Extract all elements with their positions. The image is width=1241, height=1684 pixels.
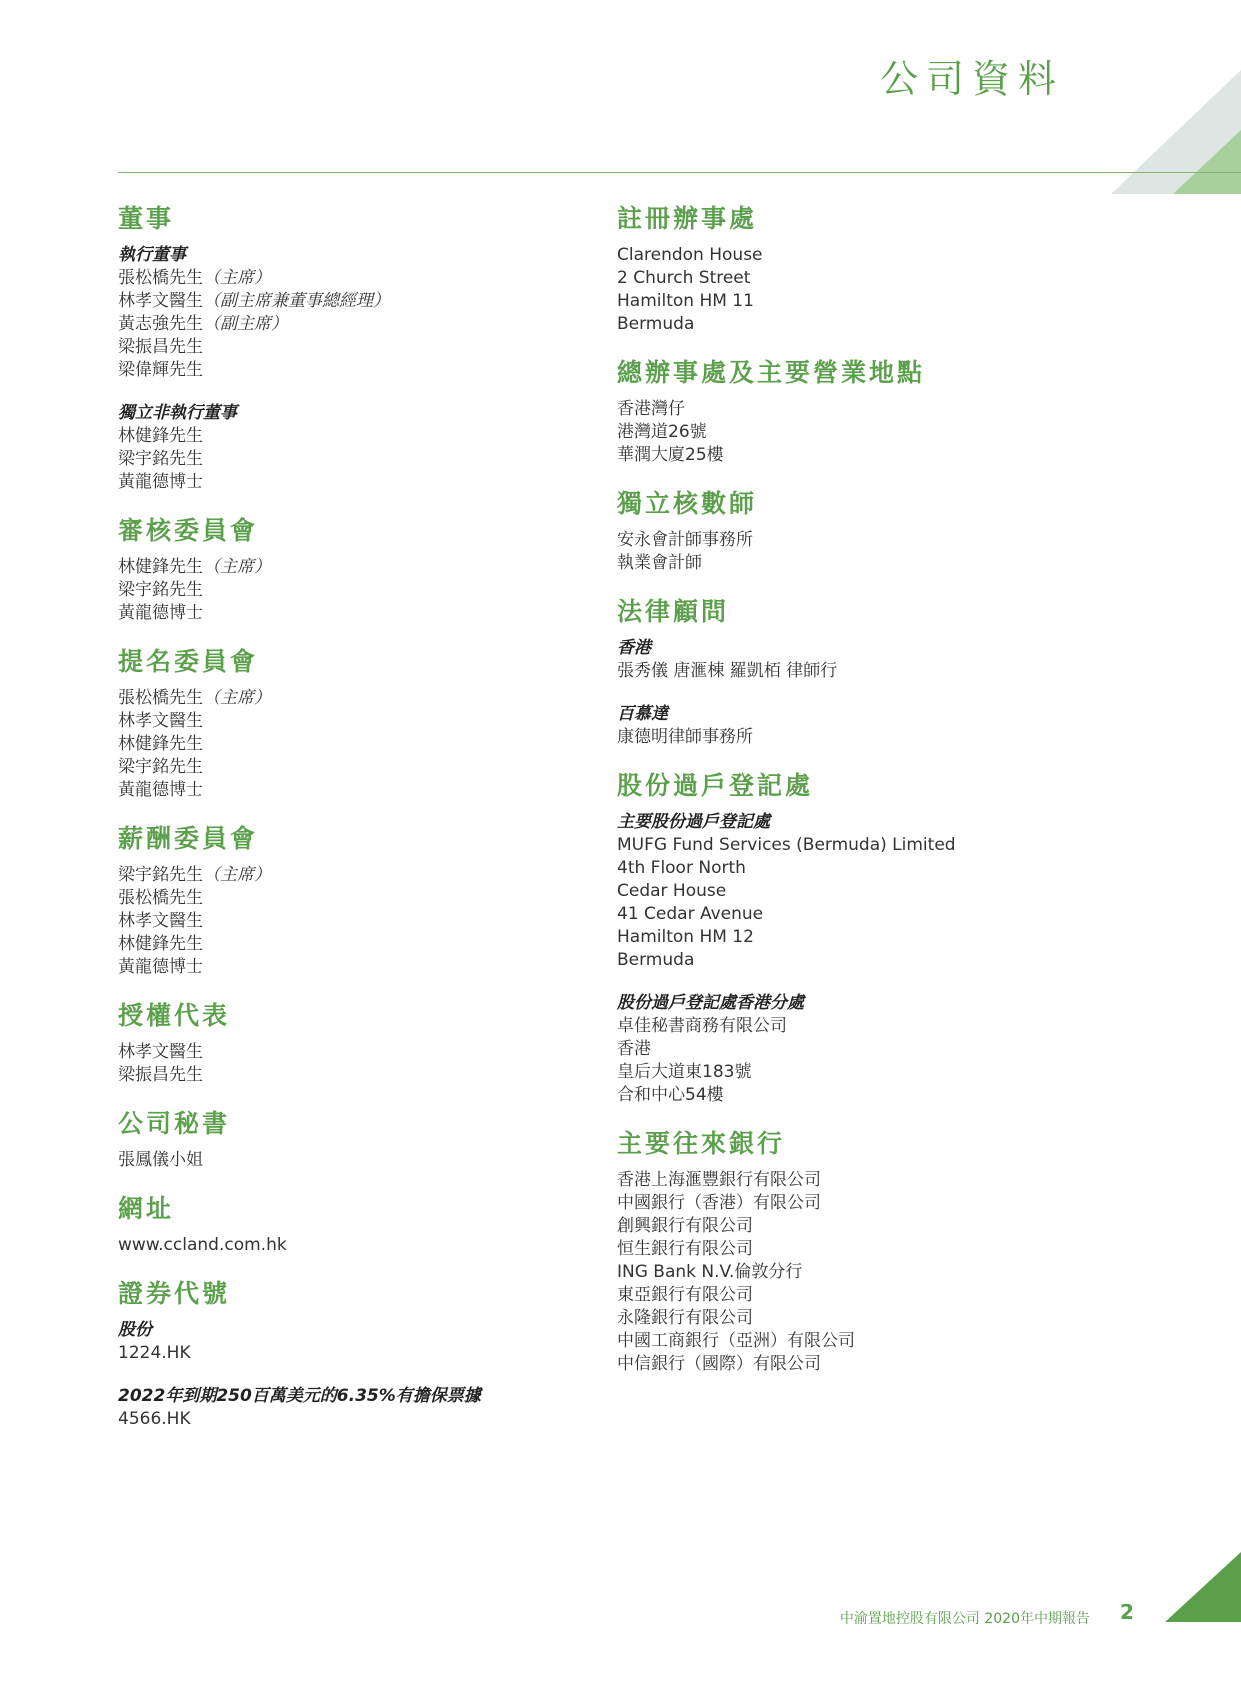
info-line xyxy=(617,903,1177,926)
info-line xyxy=(118,910,588,933)
info-line xyxy=(617,1084,1177,1107)
section-title: 獨立核數師 xyxy=(617,489,758,518)
footer-company: 中渝置地控股有限公司 xyxy=(839,1611,980,1627)
line-text: Hamilton HM 12 xyxy=(617,927,754,947)
section-group xyxy=(617,529,1177,575)
info-line xyxy=(617,244,1177,267)
section-group xyxy=(617,703,1177,749)
info-line xyxy=(617,444,1177,467)
info-line xyxy=(617,1307,1177,1330)
section-title: 註冊辦事處 xyxy=(617,204,758,233)
line-text: 梁宇銘先生 xyxy=(118,865,203,885)
info-line xyxy=(118,471,588,494)
info-line xyxy=(118,425,588,448)
section xyxy=(118,822,588,979)
section xyxy=(118,202,588,494)
info-line xyxy=(617,1353,1177,1376)
line-role: （主席） xyxy=(203,865,271,885)
line-text: 林孝文醫生 xyxy=(118,911,203,931)
section-group xyxy=(118,1149,588,1172)
line-text: 皇后大道東183號 xyxy=(617,1062,752,1082)
section-title: 總辦事處及主要營業地點 xyxy=(617,358,926,387)
info-line xyxy=(118,313,588,336)
line-text: www.ccland.com.hk xyxy=(118,1235,287,1255)
section-group xyxy=(118,1041,588,1087)
line-text: 梁宇銘先生 xyxy=(118,580,203,600)
line-text: Cedar House xyxy=(617,881,727,901)
info-line xyxy=(617,926,1177,949)
line-text: 港灣道26號 xyxy=(617,422,707,442)
line-role: （主席） xyxy=(203,688,271,708)
info-line xyxy=(617,1238,1177,1261)
section-group xyxy=(617,811,1177,972)
info-line xyxy=(617,421,1177,444)
header-divider xyxy=(118,172,1241,173)
line-text: Clarendon House xyxy=(617,245,763,265)
info-line xyxy=(118,710,588,733)
info-line xyxy=(617,660,1177,683)
line-text: 梁振昌先生 xyxy=(118,1065,203,1085)
subheading: 獨立非執行董事 xyxy=(118,403,237,423)
info-line xyxy=(617,1038,1177,1061)
line-text: 中國工商銀行（亞洲）有限公司 xyxy=(617,1331,855,1351)
info-line xyxy=(118,359,588,382)
info-line xyxy=(617,1284,1177,1307)
section-group xyxy=(118,1234,588,1257)
footer-decoration xyxy=(1165,1552,1241,1622)
info-line xyxy=(617,880,1177,903)
line-text: 中國銀行（香港）有限公司 xyxy=(617,1193,821,1213)
line-text: 香港 xyxy=(617,1039,651,1059)
section-group xyxy=(118,687,588,802)
line-text: Hamilton HM 11 xyxy=(617,291,754,311)
info-line xyxy=(118,1041,588,1064)
section-title: 審核委員會 xyxy=(118,516,259,545)
info-line xyxy=(617,1330,1177,1353)
section xyxy=(617,202,1177,336)
left-column xyxy=(118,202,588,1451)
info-line xyxy=(118,1234,588,1257)
section-title: 證券代號 xyxy=(118,1279,231,1308)
footer-text xyxy=(700,1608,1090,1628)
section-group xyxy=(617,244,1177,336)
line-text: 黃龍德博士 xyxy=(118,603,203,623)
subheading: 股份過戶登記處香港分處 xyxy=(617,993,804,1013)
line-text: 2 Church Street xyxy=(617,268,751,288)
section xyxy=(617,487,1177,575)
section xyxy=(118,514,588,625)
line-role: （副主席兼董事總經理） xyxy=(203,291,390,311)
line-text: MUFG Fund Services (Bermuda) Limited xyxy=(617,835,956,855)
line-text: 安永會計師事務所 xyxy=(617,530,753,550)
info-line xyxy=(118,756,588,779)
info-line xyxy=(617,949,1177,972)
info-line xyxy=(118,687,588,710)
section-group xyxy=(118,402,588,494)
line-text: 4566.HK xyxy=(118,1409,191,1429)
section xyxy=(118,1277,588,1431)
info-line xyxy=(118,779,588,802)
section-group xyxy=(617,992,1177,1107)
info-line xyxy=(617,726,1177,749)
line-text: 香港上海滙豐銀行有限公司 xyxy=(617,1170,821,1190)
subheading: 百慕達 xyxy=(617,704,668,724)
section-title: 授權代表 xyxy=(118,1001,231,1030)
line-text: 中信銀行（國際）有限公司 xyxy=(617,1354,821,1374)
line-role: （主席） xyxy=(203,268,271,288)
section-title: 薪酬委員會 xyxy=(118,824,259,853)
info-line xyxy=(617,1261,1177,1284)
line-text: 恒生銀行有限公司 xyxy=(617,1239,753,1259)
info-line xyxy=(118,1149,588,1172)
section-group xyxy=(617,398,1177,467)
section-title: 股份過戶登記處 xyxy=(617,771,814,800)
line-text: 梁宇銘先生 xyxy=(118,757,203,777)
line-text: 東亞銀行有限公司 xyxy=(617,1285,753,1305)
line-text: 執業會計師 xyxy=(617,553,702,573)
section-title: 董事 xyxy=(118,204,175,233)
info-line xyxy=(617,313,1177,336)
info-line xyxy=(118,933,588,956)
subheading: 主要股份過戶登記處 xyxy=(617,812,770,832)
info-line xyxy=(118,733,588,756)
section-group xyxy=(617,637,1177,683)
line-text: 香港灣仔 xyxy=(617,399,685,419)
info-line xyxy=(118,1064,588,1087)
info-line xyxy=(617,1015,1177,1038)
line-text: 創興銀行有限公司 xyxy=(617,1216,753,1236)
line-text: 林健鋒先生 xyxy=(118,557,203,577)
section xyxy=(118,1192,588,1257)
section xyxy=(118,1107,588,1172)
line-text: 林孝文醫生 xyxy=(118,711,203,731)
line-text: 梁偉輝先生 xyxy=(118,360,203,380)
section-group xyxy=(118,864,588,979)
line-text: 張松橋先生 xyxy=(118,268,203,288)
subheading: 股份 xyxy=(118,1320,152,1340)
right-column xyxy=(617,202,1177,1396)
line-text: 梁宇銘先生 xyxy=(118,449,203,469)
line-text: 黃龍德博士 xyxy=(118,472,203,492)
page-number: 2 xyxy=(1120,1600,1134,1624)
line-text: 康德明律師事務所 xyxy=(617,727,753,747)
line-text: Bermuda xyxy=(617,950,695,970)
info-line xyxy=(617,857,1177,880)
info-line xyxy=(118,602,588,625)
section-title: 法律顧問 xyxy=(617,597,730,626)
line-text: 張秀儀 唐滙棟 羅凱栢 律師行 xyxy=(617,661,838,681)
info-line xyxy=(118,579,588,602)
corner-decoration xyxy=(1111,70,1241,194)
subheading: 執行董事 xyxy=(118,245,186,265)
line-text: 卓佳秘書商務有限公司 xyxy=(617,1016,787,1036)
info-line xyxy=(617,290,1177,313)
footer-triangle xyxy=(1165,1552,1241,1622)
info-line xyxy=(118,267,588,290)
info-line xyxy=(118,336,588,359)
info-line xyxy=(118,1408,588,1431)
section-title: 公司秘書 xyxy=(118,1109,231,1138)
subheading: 香港 xyxy=(617,638,651,658)
section xyxy=(617,595,1177,749)
info-line xyxy=(617,834,1177,857)
section-title: 網址 xyxy=(118,1194,175,1223)
section-title: 提名委員會 xyxy=(118,647,259,676)
line-text: 黃龍德博士 xyxy=(118,780,203,800)
line-text: Bermuda xyxy=(617,314,695,334)
section-group xyxy=(617,1169,1177,1376)
page-title: 公司資料 xyxy=(880,57,1065,101)
info-line xyxy=(617,529,1177,552)
subheading: 2022年到期250百萬美元的6.35%有擔保票據 xyxy=(118,1386,481,1406)
info-line xyxy=(617,398,1177,421)
line-text: 梁振昌先生 xyxy=(118,337,203,357)
info-line xyxy=(617,552,1177,575)
info-line xyxy=(617,267,1177,290)
footer-report: 2020年中期報告 xyxy=(984,1611,1090,1627)
info-line xyxy=(617,1215,1177,1238)
line-text: 林健鋒先生 xyxy=(118,426,203,446)
line-role: （主席） xyxy=(203,557,271,577)
info-line xyxy=(118,864,588,887)
line-role: （副主席） xyxy=(203,314,288,334)
section-group xyxy=(118,1385,588,1431)
section-title: 主要往來銀行 xyxy=(617,1129,786,1158)
info-line xyxy=(118,448,588,471)
section-group xyxy=(118,244,588,382)
line-text: ING Bank N.V.倫敦分行 xyxy=(617,1262,803,1282)
line-text: 1224.HK xyxy=(118,1343,191,1363)
line-text: 華潤大廈25樓 xyxy=(617,445,724,465)
section xyxy=(617,1127,1177,1376)
line-text: 林健鋒先生 xyxy=(118,934,203,954)
info-line xyxy=(617,1192,1177,1215)
info-line xyxy=(118,1342,588,1365)
line-text: 張松橋先生 xyxy=(118,888,203,908)
info-line xyxy=(118,290,588,313)
line-text: 黃龍德博士 xyxy=(118,957,203,977)
line-text: 張鳳儀小姐 xyxy=(118,1150,203,1170)
line-text: 永隆銀行有限公司 xyxy=(617,1308,753,1328)
line-text: 張松橋先生 xyxy=(118,688,203,708)
section-group xyxy=(118,556,588,625)
line-text: 林孝文醫生 xyxy=(118,1042,203,1062)
section xyxy=(118,999,588,1087)
line-text: 黃志強先生 xyxy=(118,314,203,334)
section xyxy=(617,769,1177,1107)
section xyxy=(118,645,588,802)
info-line xyxy=(118,556,588,579)
line-text: 4th Floor North xyxy=(617,858,746,878)
info-line xyxy=(118,956,588,979)
line-text: 林孝文醫生 xyxy=(118,291,203,311)
line-text: 41 Cedar Avenue xyxy=(617,904,764,924)
section xyxy=(617,356,1177,467)
info-line xyxy=(617,1061,1177,1084)
section-group xyxy=(118,1319,588,1365)
line-text: 林健鋒先生 xyxy=(118,734,203,754)
info-line xyxy=(617,1169,1177,1192)
line-text: 合和中心54樓 xyxy=(617,1085,724,1105)
info-line xyxy=(118,887,588,910)
